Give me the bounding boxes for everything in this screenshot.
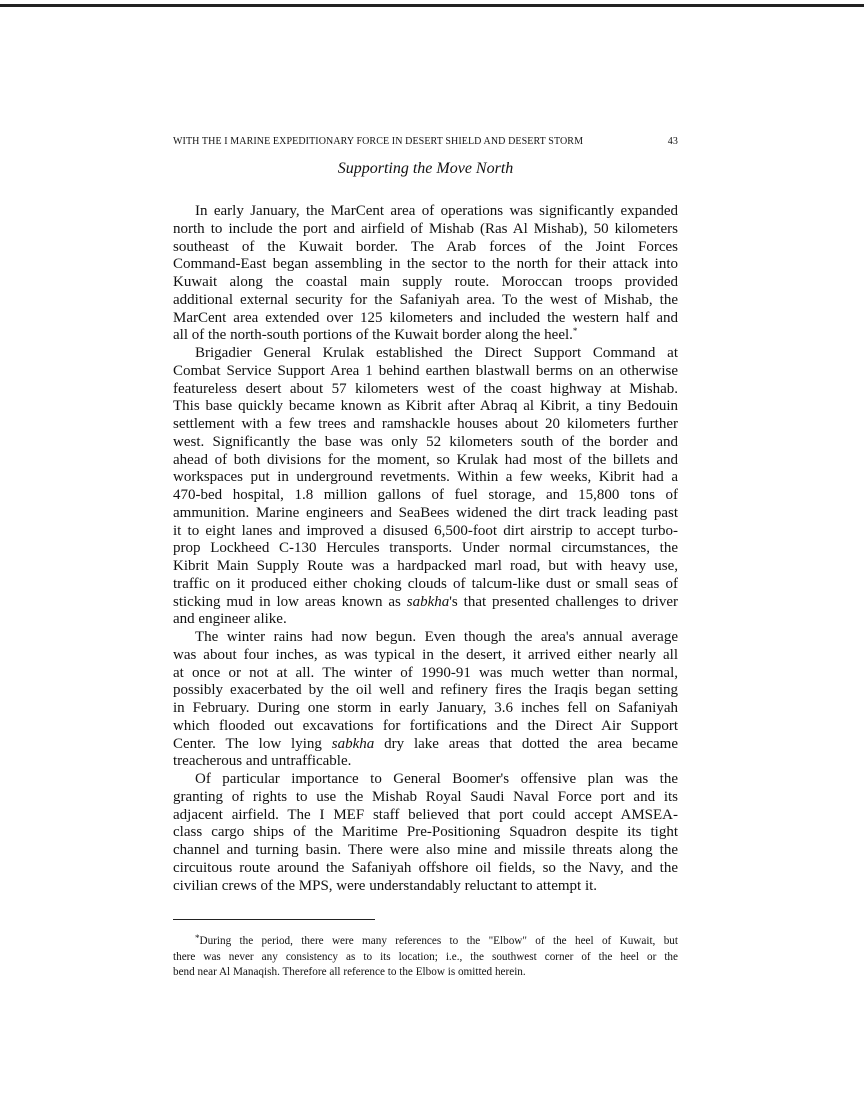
- paragraph-line: In early January, the MarCent area of operations was significantly expanded: [195, 203, 678, 219]
- paragraph-line: civilian crews of the MPS, were understandably reluctant to attempt it.: [173, 877, 598, 894]
- paragraph-line: Brigadier General Krulak established the Direct Support Command at: [195, 345, 678, 361]
- italic-term: sabkha: [331, 735, 375, 752]
- paragraph-line: was about four inches, as was typical in the desert, it arrived either nearly all: [173, 646, 678, 663]
- paragraph-line: ahead of both divisions for the moment, so Krulak had most of the billets and: [173, 451, 678, 468]
- paragraph-line: [173, 594, 678, 612]
- page-top-border: [0, 4, 864, 7]
- text-segment: Center. The low lying: [173, 735, 332, 752]
- paragraph-line: and engineer alike.: [173, 611, 287, 628]
- paragraph-line: Kibrit Main Supply Route was a hardpacked marl road, but with heavy use,: [173, 558, 678, 574]
- footnote-line: bend near Al Manaqish. Therefore all reference to the Elbow is omitted herein.: [173, 966, 526, 978]
- paragraph-line: west. Significantly the base was only 52 kilometers south of the border and: [173, 433, 678, 450]
- paragraph-line: treacherous and untrafficable.: [173, 753, 352, 770]
- paragraph-line: 470-bed hospital, 1.8 million gallons of fuel storage, and 15,800 tons of: [173, 487, 678, 503]
- paragraph-line: settlement with a few trees and ramshackle houses about 20 kilometers further: [173, 416, 678, 432]
- running-header: [173, 136, 678, 147]
- text-segment: dry lake areas that dotted the area became: [374, 735, 678, 752]
- section-title: Supporting the Move North: [337, 160, 514, 177]
- paragraph-line: traffic on it produced either choking clouds of talcum-like dust or small seas of: [173, 575, 678, 592]
- paragraph-line: possibly exacerbated by the oil well and refinery fires the Iraqis began setting: [173, 682, 678, 699]
- body-text: [173, 203, 678, 895]
- footnote: [173, 934, 678, 981]
- paragraph-line: [173, 736, 678, 754]
- footnote-marker: *: [572, 326, 578, 337]
- paragraph-line: ammunition. Marine engineers and SeaBees widened the dirt track leading past: [173, 504, 678, 521]
- paragraph-line: MarCent area extended over 125 kilometers and included the western half and: [173, 309, 678, 326]
- running-title: WITH THE I MARINE EXPEDITIONARY FORCE IN DESERT SHIELD AND DESERT STORM: [173, 136, 584, 147]
- paragraph-line: which flooded out excavations for fortifications and the Direct Air Support: [173, 717, 678, 734]
- paragraph-line: Command-East began assembling in the sector to the north for their attack into: [173, 256, 678, 273]
- paragraph-line: class cargo ships of the Maritime Pre-Positioning Squadron despite its tight: [173, 824, 678, 841]
- paragraph-line: Combat Service Support Area 1 behind earthen blastwall berms on an otherwise: [173, 362, 678, 379]
- page-number: 43: [667, 136, 678, 147]
- paragraph-line: The winter rains had now begun. Even though the area's annual average: [195, 629, 678, 645]
- paragraph-line: granting of rights to use the Mishab Royal Saudi Naval Force port and its: [173, 788, 678, 805]
- paragraph-line: in February. During one storm in early January, 3.6 inches fell on Safaniyah: [173, 700, 678, 716]
- paragraph-line: prop Lockheed C-130 Hercules transports. Under normal circumstances, the: [173, 540, 678, 557]
- paragraph-line: channel and turning basin. There were also mine and missile threats along the: [173, 842, 678, 858]
- paragraph-line: workspaces put in underground revetments. Within a few weeks, Kibrit had a: [173, 469, 678, 486]
- footnote-marker: *: [195, 933, 200, 943]
- italic-term: sabkha: [406, 593, 450, 610]
- text-segment: all of the north-south portions of the Kuwait border along the heel.: [173, 327, 573, 344]
- paragraph-line: additional external security for the Safaniyah area. To the west of Mishab, the: [173, 291, 678, 308]
- paragraph-line: adjacent airfield. The I MEF staff believed that port could accept AMSEA-: [173, 806, 678, 823]
- footnote-rule: [173, 919, 375, 920]
- paragraph-line: north to include the port and airfield of Mishab (Ras Al Mishab), 50 kilometers: [173, 220, 678, 237]
- paragraph-line: at once or not at all. The winter of 1990-91 was much wetter than normal,: [173, 664, 678, 681]
- paragraph-line: circuitous route around the Safaniyah offshore oil fields, so the Navy, and the: [173, 859, 678, 876]
- text-segment: 's that presented challenges to driver: [449, 593, 678, 610]
- paragraph-line: southeast of the Kuwait border. The Arab forces of the Joint Forces: [173, 238, 678, 255]
- paragraph-line: Of particular importance to General Boomer's offensive plan was the: [195, 771, 678, 787]
- paragraph-line: [173, 327, 678, 345]
- paragraph-line: it to eight lanes and improved a disused 6,500-foot dirt airstrip to accept turbo-: [173, 522, 678, 539]
- paragraph-line: Kuwait along the coastal main supply route. Moroccan troops provided: [173, 274, 678, 290]
- footnote-line: there was never any consistency as to its location; i.e., the southwest corner of the heel or the: [173, 950, 678, 963]
- paragraph-line: featureless desert about 57 kilometers west of the coast highway at Mishab.: [173, 380, 678, 397]
- text-segment: During the period, there were many references to the "Elbow" of the heel of Kuwait, but: [199, 935, 678, 947]
- text-segment: sticking mud in low areas known as: [173, 593, 407, 610]
- paragraph-line: This base quickly became known as Kibrit after Abraq al Kibrit, a tiny Bedouin: [173, 398, 678, 415]
- footnote-line: [173, 934, 678, 950]
